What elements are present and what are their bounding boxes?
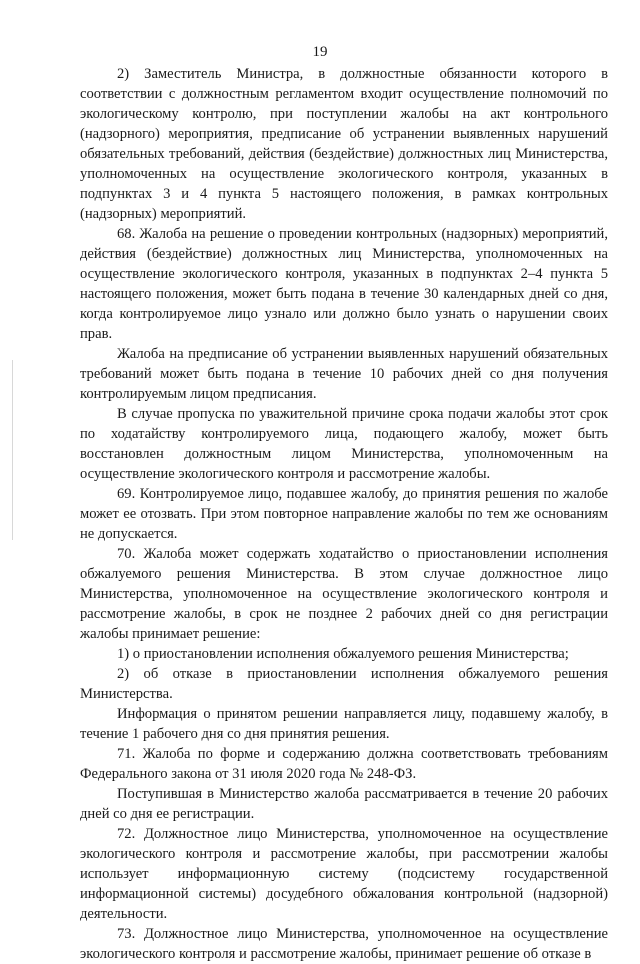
paragraph: 72. Должностное лицо Министерства, уполномоченное на осуществление экологического контроля и рассмотрение жалобы, при рассмотрении жалобы использует информационную систему (подсистему государственной информационной системы) досудебного обжалования контрольной (надзорной) деятельности.	[80, 826, 608, 922]
page-number: 19	[312, 44, 328, 60]
paragraph: 69. Контролируемое лицо, подавшее жалобу, до принятия решения по жалобе может ее отозвать. При этом повторное направление жалобы по тем же основаниям не допускается.	[80, 486, 608, 542]
paragraph: 71. Жалоба по форме и содержанию должна соответствовать требованиям Федерального закона от 31 июля 2020 года № 248-ФЗ.	[80, 746, 608, 782]
paragraph: В случае пропуска по уважительной причине срока подачи жалобы этот срок по ходатайству контролируемого лица, подающего жалобу, может быть восстановлен должностным лицом Министерства, уполномоченным на осуществление экологического контроля и рассмотрение жалобы.	[80, 406, 608, 482]
margin-mark	[12, 360, 13, 540]
paragraph: 73. Должностное лицо Министерства, уполномоченное на осуществление экологического контроля и рассмотрение жалобы, принимает решение об отказе в	[80, 926, 608, 962]
paragraph: Жалоба на предписание об устранении выявленных нарушений обязательных требований может быть подана в течение 10 рабочих дней со дня получения контролируемым лицом предписания.	[80, 346, 608, 402]
document-body	[80, 64, 608, 964]
paragraph: 68. Жалоба на решение о проведении контрольных (надзорных) мероприятий, действия (бездействие) должностных лиц Министерства, уполномоченных на осуществление экологического контроля, указанных в подпунктах 2–4 пункта 5 настоящего положения, может быть подана в течение 30 календарных дней со дня, когда контролируемое лицо узнало или должно было узнать о нарушении своих прав.	[80, 226, 608, 342]
list-item: 2) об отказе в приостановлении исполнения обжалуемого решения Министерства.	[80, 666, 608, 702]
paragraph: Информация о принятом решении направляется лицу, подавшему жалобу, в течение 1 рабочего дня со дня принятия решения.	[80, 706, 608, 742]
list-item: 1) о приостановлении исполнения обжалуемого решения Министерства;	[117, 646, 569, 662]
paragraph: 2) Заместитель Министра, в должностные обязанности которого в соответствии с должностным регламентом входит осуществление полномочий по экологическому контролю, при поступлении жалобы на акт контрольного (надзорного) мероприятия, предписание об устранении выявленных нарушений обязательных требований, действия (бездействие) должностных лиц Министерства, уполномоченных на осуществление экологического контроля, указанных в подпунктах 3 и 4 пункта 5 настоящего положения, в рамках контрольных (надзорных) мероприятий.	[80, 66, 608, 222]
paragraph: Поступившая в Министерство жалоба рассматривается в течение 20 рабочих дней со дня ее регистрации.	[80, 786, 608, 822]
paragraph: 70. Жалоба может содержать ходатайство о приостановлении исполнения обжалуемого решения Министерства. В этом случае должностное лицо Министерства, уполномоченное на осуществление экологического контроля и рассмотрение жалобы, в срок не позднее 2 рабочих дней со дня регистрации жалобы принимает решение:	[80, 546, 608, 642]
